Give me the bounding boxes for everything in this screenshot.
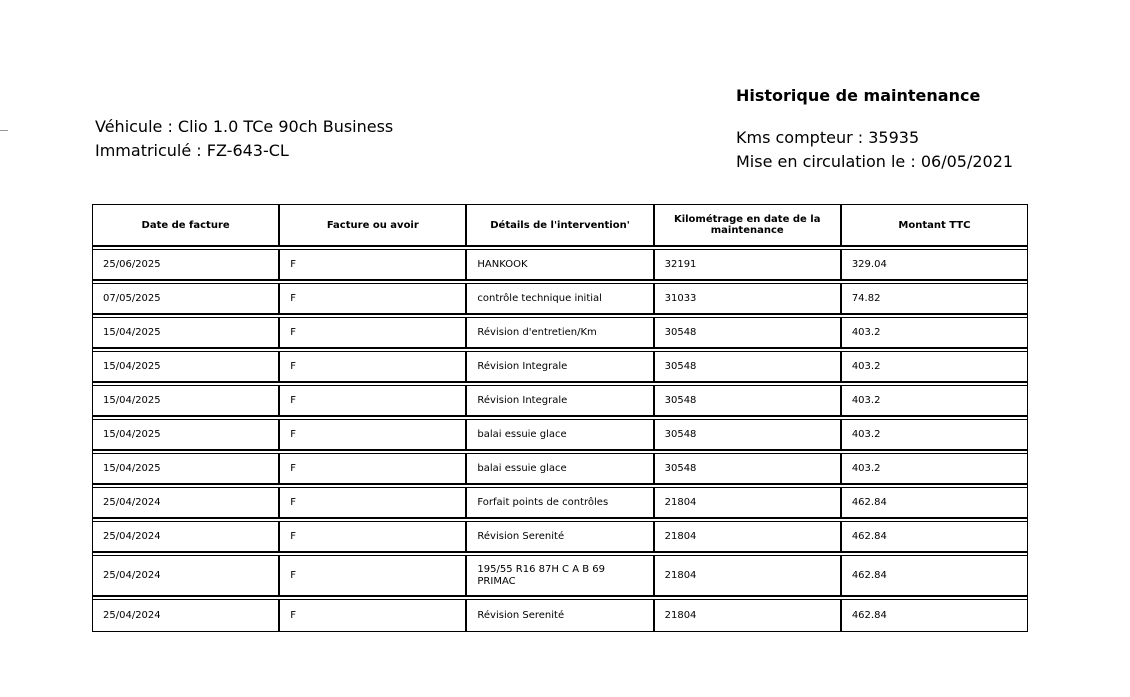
cell-type: F [280,488,467,517]
cell-mileage: 31033 [655,284,842,313]
cell-amount: 403.2 [851,395,881,406]
cell-date: 25/04/2024 [93,600,280,631]
table-row [93,419,1027,451]
mileage: Kms compteur : 35935 [736,128,920,147]
cell-details: HANKOOK [467,250,654,279]
vehicle-model: Véhicule : Clio 1.0 TCe 90ch Business [95,117,394,136]
table-row [93,351,1027,383]
cell-date: 25/04/2024 [93,522,280,551]
cell-mileage: 30548 [655,352,842,381]
cell-mileage: 21804 [655,600,842,631]
cell-mileage: 21804 [655,556,842,595]
header-details: Détails de l'intervention' [467,205,654,245]
margin-tick [0,130,8,131]
cell-details: Forfait points de contrôles [467,488,654,517]
cell-type: F [280,600,467,631]
header-date: Date de facture [93,205,280,245]
vehicle-info [95,115,393,163]
vehicle-plate: Immatriculé : FZ-643-CL [95,141,289,160]
cell-details: balai essuie glace [467,420,654,449]
cell-amount: 403.2 [851,429,881,440]
cell-details: Révision d'entretien/Km [467,318,654,347]
cell-date: 15/04/2025 [93,420,280,449]
cell-date: 25/06/2025 [93,250,280,279]
table-header-row [93,205,1027,247]
cell-type: F [280,352,467,381]
cell-type: F [280,318,467,347]
cell-type: F [280,250,467,279]
cell-date: 25/04/2024 [93,556,280,595]
maintenance-table [92,204,1028,632]
cell-amount: 462.84 [851,569,887,581]
table-row [93,317,1027,349]
cell-amount: 462.84 [851,531,887,542]
registration-date: Mise en circulation le : 06/05/2021 [736,152,1014,171]
cell-type: F [280,522,467,551]
cell-mileage: 30548 [655,318,842,347]
cell-mileage: 32191 [655,250,842,279]
cell-details: balai essuie glace [467,454,654,483]
cell-details: Révision Serenité [467,600,654,631]
cell-mileage: 30548 [655,454,842,483]
table-row [93,249,1027,281]
report-info [736,86,1013,174]
table-row [93,599,1027,631]
cell-date: 15/04/2025 [93,386,280,415]
cell-date: 25/04/2024 [93,488,280,517]
cell-date: 15/04/2025 [93,454,280,483]
cell-amount: 462.84 [851,497,887,508]
cell-details: contrôle technique initial [467,284,654,313]
cell-amount: 74.82 [851,293,881,304]
cell-mileage: 21804 [655,488,842,517]
table-row [93,453,1027,485]
header-amount: Montant TTC [898,219,971,231]
cell-amount: 329.04 [851,259,887,270]
cell-type: F [280,420,467,449]
cell-type: F [280,284,467,313]
cell-date: 15/04/2025 [93,352,280,381]
cell-details: Révision Serenité [467,522,654,551]
cell-amount: 403.2 [851,361,881,372]
report-title: Historique de maintenance [736,86,981,105]
table-row [93,283,1027,315]
cell-amount: 403.2 [851,327,881,338]
table-row [93,555,1027,597]
header-mileage: Kilométrage en date de la maintenance [655,205,842,245]
cell-date: 07/05/2025 [93,284,280,313]
cell-type: F [280,386,467,415]
header-type: Facture ou avoir [280,205,467,245]
cell-mileage: 21804 [655,522,842,551]
table-row [93,521,1027,553]
cell-date: 15/04/2025 [93,318,280,347]
cell-type: F [280,454,467,483]
cell-amount: 403.2 [851,463,881,474]
cell-details: Révision Integrale [467,386,654,415]
cell-type: F [280,556,467,595]
table-row [93,487,1027,519]
cell-details: 195/55 R16 87H C A B 69 PRIMAC [467,556,654,595]
cell-mileage: 30548 [655,386,842,415]
cell-mileage: 30548 [655,420,842,449]
table-row [93,385,1027,417]
cell-details: Révision Integrale [467,352,654,381]
cell-amount: 462.84 [851,610,887,621]
